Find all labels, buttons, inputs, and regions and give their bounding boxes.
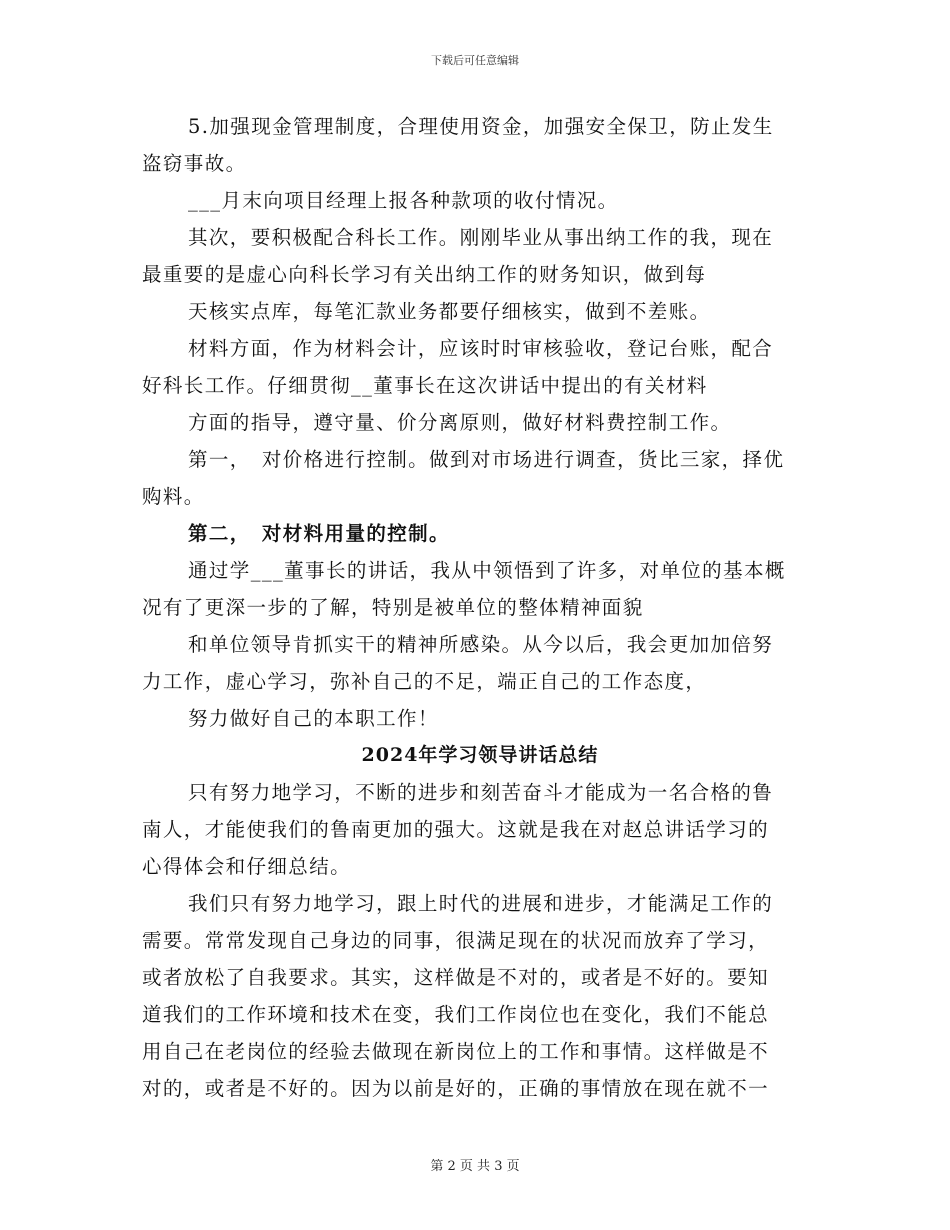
document-body — [142, 108, 818, 1107]
paragraph-line: 和单位领导肯抓实干的精神所感染。从今以后，我会更加加倍努 — [188, 633, 774, 656]
paragraph-line: 方面的指导，遵守量、价分离原则，做好材料费控制工作。 — [188, 411, 732, 434]
paragraph-line: ___月末向项目经理上报各种款项的收付情况。 — [188, 189, 619, 212]
paragraph-line: 天核实点库，每笔汇款业务都要仔细核实，做到不差账。 — [188, 300, 711, 323]
paragraph-line: 好科长工作。仔细贯彻__董事长在这次讲话中提出的有关材料 — [142, 374, 708, 397]
paragraph-line: 努力做好自己的本职工作！ — [188, 707, 439, 730]
paragraph-line: 只有努力地学习，不断的进步和刻苦奋斗才能成为一名合格的鲁 — [188, 781, 774, 804]
paragraph-line: 或者放松了自我要求。其实，这样做是不对的，或者是不好的。要知 — [142, 966, 770, 989]
paragraph-line: 道我们的工作环境和技术在变，我们工作岗位也在变化，我们不能总 — [142, 1003, 770, 1026]
paragraph-line: 南人，才能使我们的鲁南更加的强大。这就是我在对赵总讲话学习的 — [142, 818, 770, 841]
paragraph-line: 5.加强现金管理制度，合理使用资金，加强安全保卫，防止发生 — [188, 115, 774, 138]
page-header-note: 下载后可任意编辑 — [431, 54, 519, 67]
paragraph-line: 心得体会和仔细总结。 — [142, 855, 352, 878]
page-footer-number: 第 2 页 共 3 页 — [430, 1159, 520, 1174]
paragraph-line: 最重要的是虚心向科长学习有关出纳工作的财务知识，做到每 — [142, 263, 707, 286]
paragraph-line: 需要。常常发现自己身边的同事，很满足现在的状况而放弃了学习， — [142, 929, 770, 952]
paragraph-line: 通过学___董事长的讲话，我从中领悟到了许多，对单位的基本概 — [188, 559, 786, 582]
paragraph-line: 我们只有努力地学习，跟上时代的进展和进步，才能满足工作的 — [188, 892, 774, 915]
paragraph-line: 其次，要积极配合科长工作。刚刚毕业从事出纳工作的我，现在 — [188, 226, 774, 249]
paragraph-line: 盗窃事故。 — [142, 152, 247, 175]
paragraph-line: 用自己在老岗位的经验去做现在新岗位上的工作和事情。这样做是不 — [142, 1040, 770, 1063]
paragraph-line: 况有了更深一步的了解，特别是被单位的整体精神面貌 — [142, 596, 644, 619]
paragraph-line: 购料。 — [142, 485, 205, 508]
section-title: 2024年学习领导讲话总结 — [361, 744, 599, 766]
paragraph-line: 力工作，虚心学习，弥补自己的不足，端正自己的工作态度， — [142, 670, 707, 693]
paragraph-line: 材料方面，作为材料会计，应该时时审核验收，登记台账，配合 — [188, 337, 774, 360]
bold-heading-line: 第二， 对材料用量的控制。 — [188, 522, 450, 545]
paragraph-line: 第一， 对价格进行控制。做到对市场进行调查，货比三家，择优 — [188, 448, 785, 471]
paragraph-line: 对的，或者是不好的。因为以前是好的，正确的事情放在现在就不一 — [142, 1077, 770, 1100]
